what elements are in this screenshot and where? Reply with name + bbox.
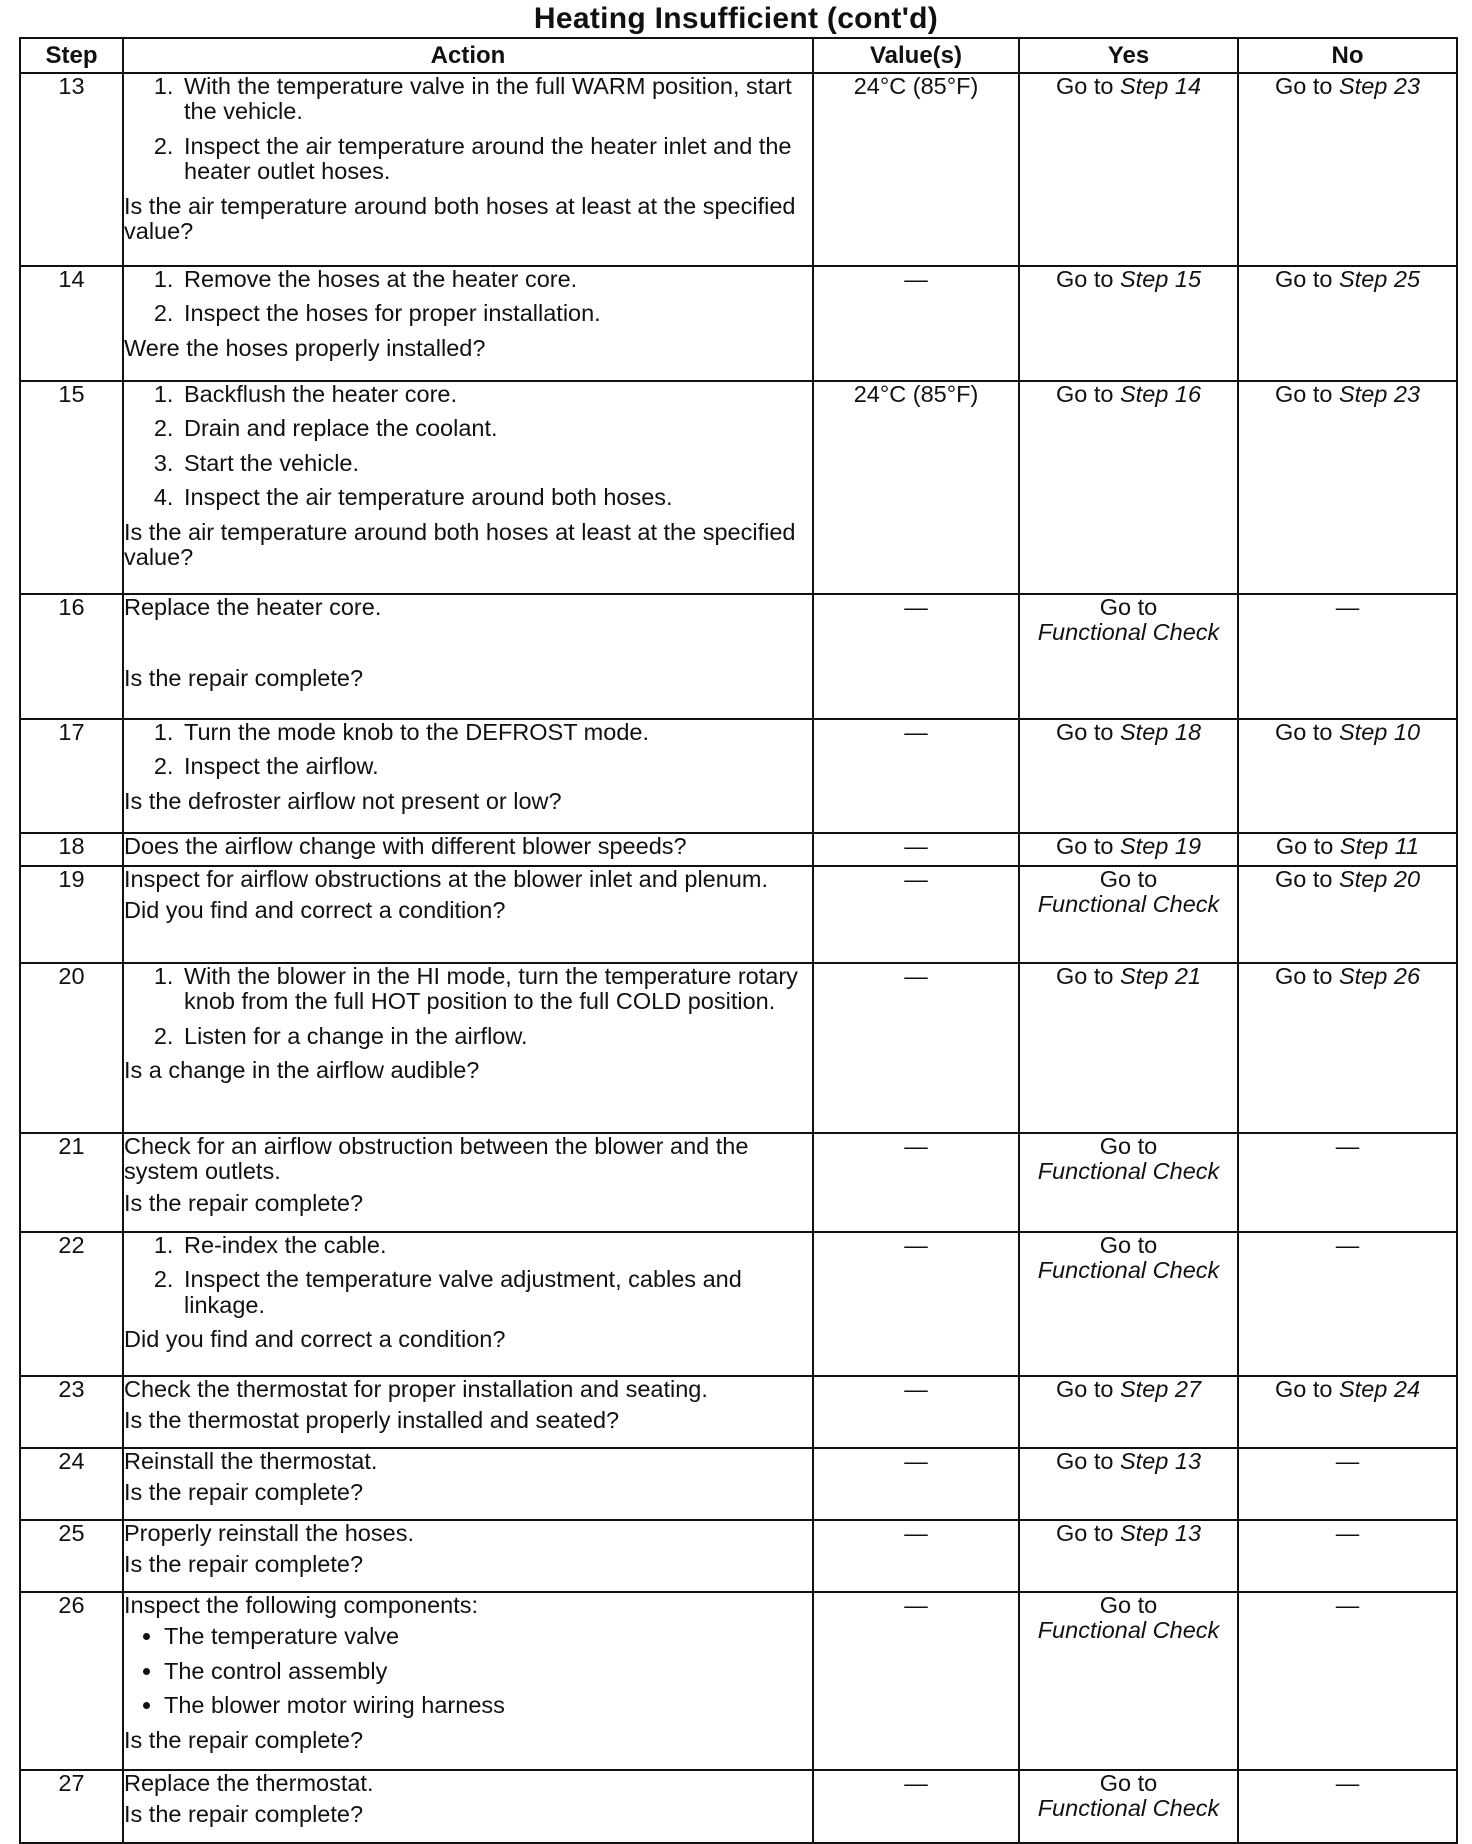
no-cell: — <box>1238 1232 1457 1376</box>
table-row <box>20 1592 1457 1770</box>
step-number: 24 <box>20 1448 123 1520</box>
header-no: No <box>1238 38 1457 73</box>
action-step-item: 2. Listen for a change in the airflow. <box>180 1024 812 1049</box>
yes-link <box>1056 1448 1201 1474</box>
value-cell: — <box>813 719 1019 833</box>
action-text: Replace the thermostat. <box>124 1770 374 1796</box>
value-cell: 24°C (85°F) <box>813 73 1019 266</box>
action-question: Is the thermostat properly installed and seated? <box>124 1407 620 1434</box>
no-cell: — <box>1238 594 1457 719</box>
component-item: • The control assembly <box>164 1659 812 1684</box>
value-cell: — <box>813 1520 1019 1592</box>
action-step-item: 2. Inspect the hoses for proper installation. <box>180 301 812 326</box>
yes-reference: Functional Check <box>1037 1158 1220 1185</box>
yes-goto: Go to <box>1099 1770 1158 1796</box>
no-goto: Go to <box>1274 266 1333 292</box>
action-cell <box>123 1133 813 1232</box>
action-cell <box>123 963 813 1133</box>
step-number: 13 <box>20 73 123 266</box>
yes-cell <box>1019 866 1238 963</box>
component-item: • The blower motor wiring harness <box>164 1693 812 1718</box>
yes-cell <box>1019 381 1238 594</box>
action-cell <box>123 1232 813 1376</box>
no-goto: Go to <box>1275 833 1334 859</box>
action-text: Inspect for airflow obstructions at the blower inlet and plenum. <box>124 866 768 892</box>
table-row <box>20 1376 1457 1448</box>
no-cell <box>1238 866 1457 963</box>
value-cell: — <box>813 833 1019 866</box>
table-row <box>20 963 1457 1133</box>
table-row <box>20 381 1457 594</box>
no-cell: — <box>1238 1592 1457 1770</box>
action-text: Reinstall the thermostat. <box>124 1448 378 1474</box>
step-number: 15 <box>20 381 123 594</box>
action-cell <box>123 833 813 866</box>
action-step-item: 1. Remove the hoses at the heater core. <box>180 267 812 292</box>
action-steps-list <box>124 964 812 1049</box>
yes-reference: Step 19 <box>1120 833 1202 859</box>
action-cell <box>123 73 813 266</box>
yes-goto: Go to <box>1055 73 1114 99</box>
no-cell <box>1238 1376 1457 1448</box>
action-question: Did you find and correct a condition? <box>124 1326 506 1353</box>
action-text: Properly reinstall the hoses. <box>124 1520 414 1546</box>
no-goto: Go to <box>1274 719 1333 745</box>
no-cell: — <box>1238 1448 1457 1520</box>
value-cell: — <box>813 594 1019 719</box>
step-number: 27 <box>20 1770 123 1843</box>
yes-reference: Functional Check <box>1037 1617 1220 1644</box>
step-number: 21 <box>20 1133 123 1232</box>
step-number: 23 <box>20 1376 123 1448</box>
yes-cell <box>1019 1232 1238 1376</box>
value-cell: 24°C (85°F) <box>813 381 1019 594</box>
action-steps-list <box>124 267 812 327</box>
yes-goto: Go to <box>1055 833 1114 859</box>
no-link <box>1275 266 1420 292</box>
step-number: 26 <box>20 1592 123 1770</box>
action-question: Is the defroster airflow not present or low? <box>124 787 562 814</box>
table-row <box>20 266 1457 381</box>
value-cell: — <box>813 1770 1019 1843</box>
yes-cell <box>1019 594 1238 719</box>
no-reference: Step 26 <box>1339 963 1421 989</box>
no-cell: — <box>1238 1520 1457 1592</box>
no-link <box>1275 381 1420 407</box>
yes-goto: Go to <box>1099 866 1158 892</box>
value-cell: — <box>813 1448 1019 1520</box>
action-step-item: 4. Inspect the air temperature around both hoses. <box>180 485 812 510</box>
no-link <box>1275 1376 1420 1402</box>
no-cell <box>1238 266 1457 381</box>
action-step-item: 2. Drain and replace the coolant. <box>180 416 812 441</box>
value-cell: — <box>813 963 1019 1133</box>
table-header-row <box>20 38 1457 73</box>
action-question: Were the hoses properly installed? <box>124 334 486 361</box>
yes-reference: Step 13 <box>1120 1448 1202 1474</box>
action-text: Check for an airflow obstruction between the blower and the system outlets. <box>124 1133 749 1185</box>
value-cell: — <box>813 866 1019 963</box>
yes-reference: Step 14 <box>1120 73 1202 99</box>
no-cell: — <box>1238 1133 1457 1232</box>
no-goto: Go to <box>1274 1376 1333 1402</box>
action-steps-list <box>124 720 812 780</box>
action-question: Is the air temperature around both hoses at least at the specified value? <box>124 518 796 570</box>
no-cell <box>1238 963 1457 1133</box>
header-yes: Yes <box>1019 38 1238 73</box>
action-steps-list <box>124 1233 812 1318</box>
action-step-item: 1. Turn the mode knob to the DEFROST mode. <box>180 720 812 745</box>
table-row <box>20 719 1457 833</box>
no-cell <box>1238 381 1457 594</box>
yes-goto: Go to <box>1099 594 1158 620</box>
action-cell <box>123 381 813 594</box>
action-question: Is the repair complete? <box>124 1189 364 1216</box>
yes-reference: Functional Check <box>1037 891 1220 918</box>
yes-link <box>1056 719 1201 745</box>
action-question: Is the repair complete? <box>124 1479 364 1506</box>
no-goto: Go to <box>1274 866 1333 892</box>
no-reference: Step 23 <box>1339 381 1421 407</box>
yes-link <box>1056 73 1201 99</box>
action-step-item: 1. With the temperature valve in the full WARM position, start the vehicle. <box>180 74 812 125</box>
table-row <box>20 866 1457 963</box>
yes-goto: Go to <box>1055 1520 1114 1546</box>
yes-cell <box>1019 1133 1238 1232</box>
action-question: Did you find and correct a condition? <box>124 897 506 924</box>
action-step-item: 1. With the blower in the HI mode, turn the temperature rotary knob from the full HOT position to the full COLD position. <box>180 964 812 1015</box>
table-row <box>20 594 1457 719</box>
no-reference: Step 10 <box>1339 719 1421 745</box>
yes-goto: Go to <box>1055 719 1114 745</box>
no-link <box>1275 866 1420 892</box>
no-reference: Step 25 <box>1339 266 1421 292</box>
yes-goto: Go to <box>1099 1133 1158 1159</box>
table-row <box>20 73 1457 266</box>
action-step-item: 3. Start the vehicle. <box>180 451 812 476</box>
yes-goto: Go to <box>1055 1376 1114 1402</box>
diagnostic-table <box>19 37 1458 1844</box>
no-goto: Go to <box>1274 73 1333 99</box>
no-reference: Step 23 <box>1339 73 1421 99</box>
yes-cell <box>1019 1770 1238 1843</box>
step-number: 19 <box>20 866 123 963</box>
step-number: 22 <box>20 1232 123 1376</box>
action-question: Is a change in the airflow audible? <box>124 1057 480 1084</box>
value-cell: — <box>813 266 1019 381</box>
action-step-item: 2. Inspect the temperature valve adjustment, cables and linkage. <box>180 1267 812 1318</box>
action-text: Check the thermostat for proper installation and seating. <box>124 1376 708 1402</box>
yes-cell <box>1019 73 1238 266</box>
table-row <box>20 1520 1457 1592</box>
action-question: Is the air temperature around both hoses at least at the specified value? <box>124 192 796 244</box>
value-cell: — <box>813 1133 1019 1232</box>
table-row <box>20 1232 1457 1376</box>
action-cell <box>123 1448 813 1520</box>
yes-link <box>1056 1520 1201 1546</box>
no-link <box>1275 73 1420 99</box>
no-reference: Step 24 <box>1339 1376 1421 1402</box>
table-row <box>20 1770 1457 1843</box>
action-step-item: 2. Inspect the airflow. <box>180 754 812 779</box>
yes-goto: Go to <box>1055 1448 1114 1474</box>
yes-cell <box>1019 963 1238 1133</box>
yes-reference: Step 18 <box>1120 719 1202 745</box>
step-number: 14 <box>20 266 123 381</box>
header-values: Value(s) <box>813 38 1019 73</box>
yes-reference: Functional Check <box>1037 1257 1220 1284</box>
yes-link <box>1056 266 1201 292</box>
action-cell <box>123 719 813 833</box>
yes-reference: Step 16 <box>1120 381 1202 407</box>
no-goto: Go to <box>1274 381 1333 407</box>
value-cell: — <box>813 1232 1019 1376</box>
action-text: Replace the heater core. <box>124 594 382 620</box>
no-cell <box>1238 73 1457 266</box>
yes-reference: Step 27 <box>1120 1376 1202 1402</box>
action-text: Inspect the following components: <box>124 1592 479 1618</box>
action-cell <box>123 266 813 381</box>
step-number: 16 <box>20 594 123 719</box>
no-link <box>1275 963 1420 989</box>
component-list <box>124 1624 812 1718</box>
step-number: 20 <box>20 963 123 1133</box>
yes-cell <box>1019 1448 1238 1520</box>
step-number: 25 <box>20 1520 123 1592</box>
header-step: Step <box>20 38 123 73</box>
action-question: Is the repair complete? <box>124 1801 364 1828</box>
action-steps-list <box>124 74 812 185</box>
no-link <box>1276 833 1419 859</box>
action-cell <box>123 594 813 719</box>
yes-cell <box>1019 719 1238 833</box>
yes-goto: Go to <box>1055 381 1114 407</box>
table-row <box>20 833 1457 866</box>
table-row <box>20 1133 1457 1232</box>
yes-cell <box>1019 833 1238 866</box>
component-item: • The temperature valve <box>164 1624 812 1649</box>
yes-goto: Go to <box>1055 963 1114 989</box>
yes-cell <box>1019 1520 1238 1592</box>
yes-goto: Go to <box>1099 1592 1158 1618</box>
page-title: Heating Insufficient (cont'd) <box>533 2 939 35</box>
action-question: Is the repair complete? <box>124 665 364 692</box>
yes-link <box>1056 833 1201 859</box>
yes-link <box>1056 381 1201 407</box>
action-step-item: 2. Inspect the air temperature around the heater inlet and the heater outlet hoses. <box>180 134 812 185</box>
no-link <box>1275 719 1420 745</box>
no-goto: Go to <box>1274 963 1333 989</box>
yes-reference: Step 13 <box>1120 1520 1202 1546</box>
action-cell <box>123 1376 813 1448</box>
action-spacer <box>124 626 812 666</box>
yes-cell <box>1019 1376 1238 1448</box>
action-question: Is the repair complete? <box>124 1551 364 1578</box>
yes-goto: Go to <box>1099 1232 1158 1258</box>
no-cell <box>1238 833 1457 866</box>
header-action: Action <box>123 38 813 73</box>
value-cell: — <box>813 1376 1019 1448</box>
no-reference: Step 11 <box>1339 833 1420 859</box>
action-cell <box>123 866 813 963</box>
yes-goto: Go to <box>1055 266 1114 292</box>
value-cell: — <box>813 1592 1019 1770</box>
step-number: 18 <box>20 833 123 866</box>
action-step-item: 1. Re-index the cable. <box>180 1233 812 1258</box>
action-question: Is the repair complete? <box>124 1726 364 1753</box>
yes-reference: Step 15 <box>1120 266 1202 292</box>
no-reference: Step 20 <box>1339 866 1421 892</box>
no-cell <box>1238 719 1457 833</box>
yes-reference: Step 21 <box>1120 963 1202 989</box>
action-steps-list <box>124 382 812 511</box>
yes-cell <box>1019 266 1238 381</box>
yes-link <box>1056 1376 1201 1402</box>
action-cell <box>123 1770 813 1843</box>
table-row <box>20 1448 1457 1520</box>
step-number: 17 <box>20 719 123 833</box>
yes-reference: Functional Check <box>1037 1795 1220 1822</box>
action-cell <box>123 1520 813 1592</box>
no-cell: — <box>1238 1770 1457 1843</box>
action-step-item: 1. Backflush the heater core. <box>180 382 812 407</box>
yes-link <box>1056 963 1201 989</box>
action-question: Does the airflow change with different blower speeds? <box>124 833 687 859</box>
yes-cell <box>1019 1592 1238 1770</box>
yes-reference: Functional Check <box>1037 619 1220 646</box>
action-cell <box>123 1592 813 1770</box>
